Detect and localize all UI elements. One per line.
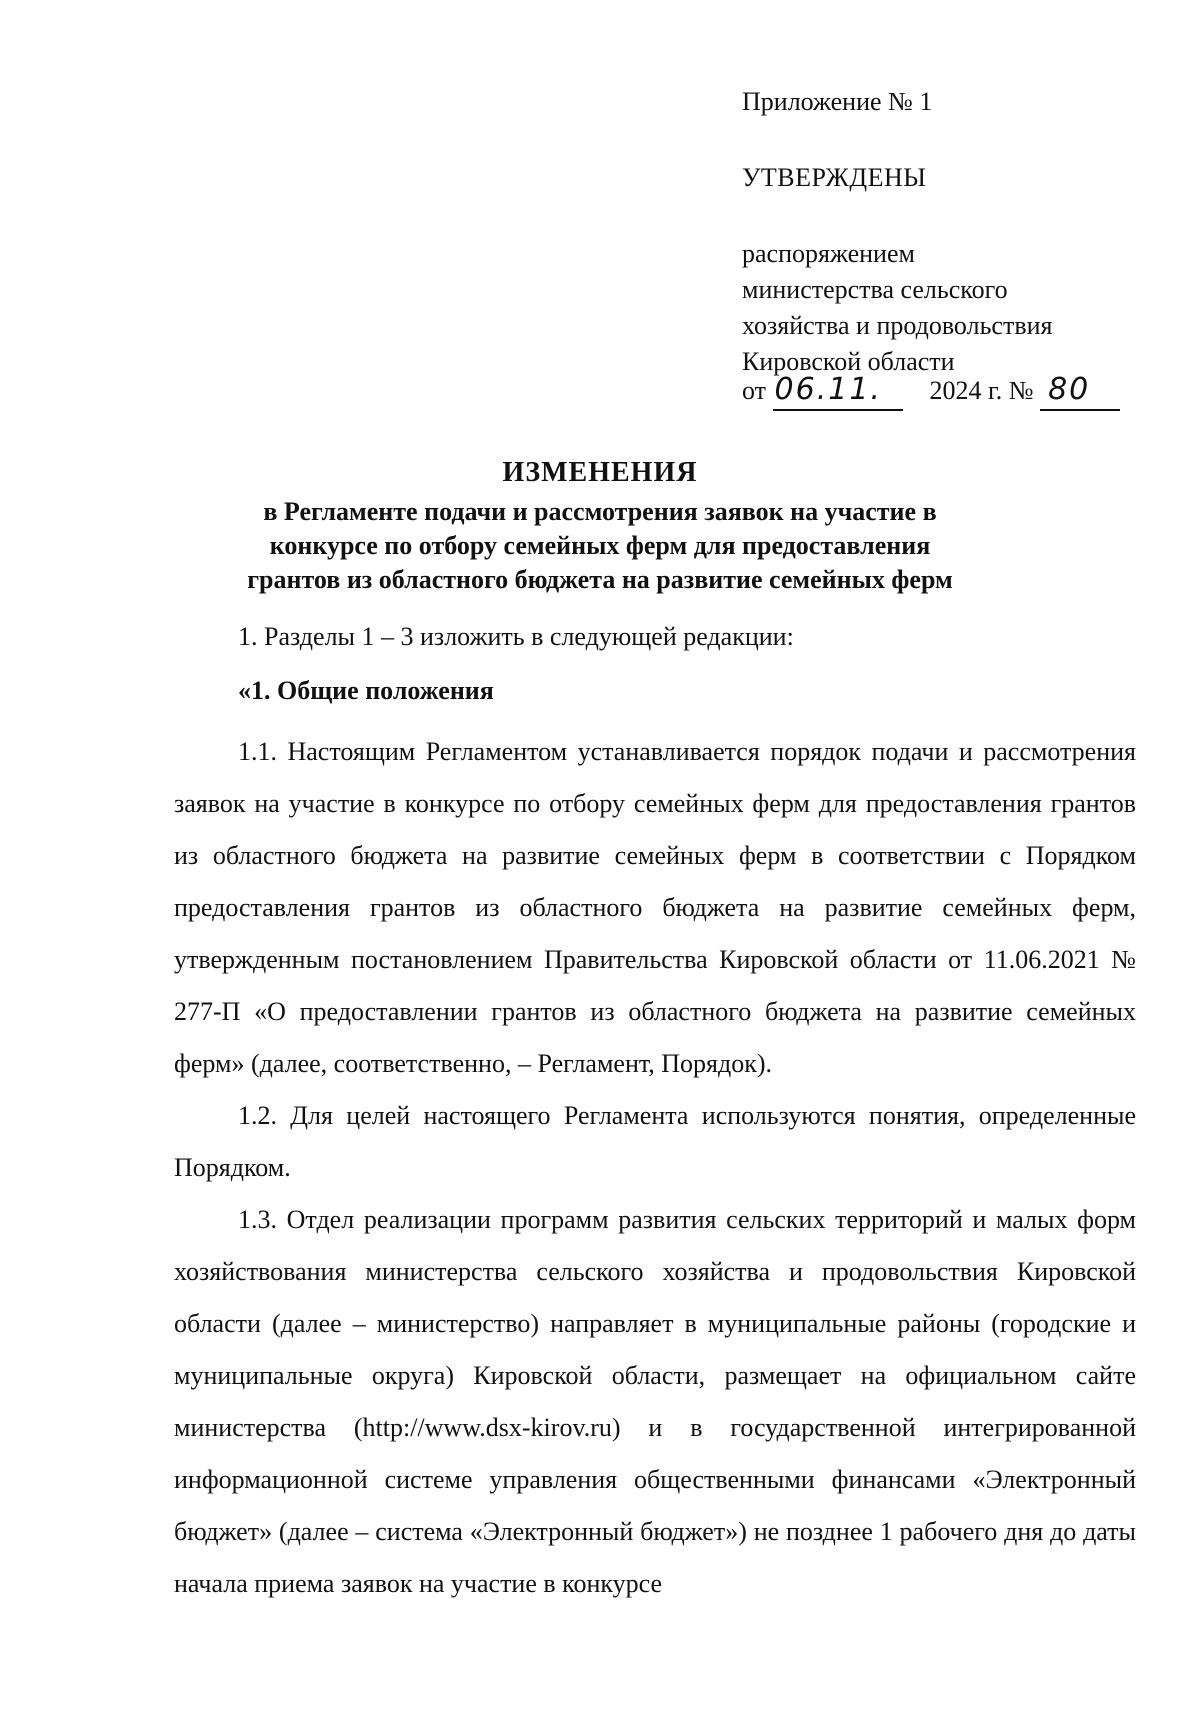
paragraph-1-2: 1.2. Для целей настоящего Регламента используются понятия, определенные Порядком. (174, 1101, 1136, 1182)
document-body (174, 620, 1136, 1610)
title-main: ИЗМЕНЕНИЯ (502, 457, 698, 488)
approved-by-line: Кировской области (742, 347, 955, 376)
approved-by-line: министерства сельского (742, 275, 1008, 304)
date-number-line (742, 372, 1120, 411)
title-subtitle-line: грантов из областного бюджета на развитие семейных ферм (247, 565, 953, 594)
approved-by-line: распоряжением (742, 239, 915, 268)
approval-block (742, 84, 1162, 407)
appendix-label: Приложение № 1 (742, 87, 933, 116)
paragraph-1-3: 1.3. Отдел реализации программ развития сельских территорий и малых форм хозяйствования министерства сельского хозяйства и продовольствия Кировской области (далее – министерство) направляет в муниципальные районы (городские и муниципальные округа) Кировской области, размещает на официальном сайте министерства (http://www.dsx-kirov.ru) и в государственной интегрированной информационной системе управления общественными финансами «Электронный бюджет» (далее – система «Электронный бюджет») не позднее 1 рабочего дня до даты начала приема заявок на участие в конкурсе (174, 1205, 1136, 1598)
document-title (0, 455, 1200, 597)
handwritten-number: 80 (1048, 372, 1091, 407)
title-subtitle-line: конкурсе по отбору семейных ферм для предоставления (269, 531, 931, 560)
date-blank (773, 372, 903, 411)
approved-by (742, 236, 1162, 380)
approved-label: УТВЕРЖДЕНЫ (742, 163, 927, 192)
title-subtitle (0, 495, 1200, 597)
section-heading: «1. Общие положения (238, 676, 494, 705)
intro-paragraph: 1. Разделы 1 – 3 изложить в следующей редакции: (238, 622, 794, 651)
year-number-label: 2024 г. № (929, 376, 1034, 405)
title-subtitle-line: в Регламенте подачи и рассмотрения заявок на участие в (263, 497, 937, 526)
paragraph-1-1: 1.1. Настоящим Регламентом устанавливается порядок подачи и рассмотрения заявок на участие в конкурсе по отбору семейных ферм для предоставления грантов из областного бюджета на развитие семейных ферм в соответствии с Порядком предоставления грантов из областного бюджета на развитие семейных ферм, утвержденным постановлением Правительства Кировской области от 11.06.2021 № 277-П «О предоставлении грантов из областного бюджета на развитие семейных ферм» (далее, соответственно, – Регламент, Порядок). (174, 737, 1136, 1078)
approved-by-line: хозяйства и продовольствия (742, 311, 1053, 340)
handwritten-date: 06.11. (774, 372, 882, 407)
number-blank (1040, 372, 1120, 411)
date-prefix: от (742, 376, 767, 405)
